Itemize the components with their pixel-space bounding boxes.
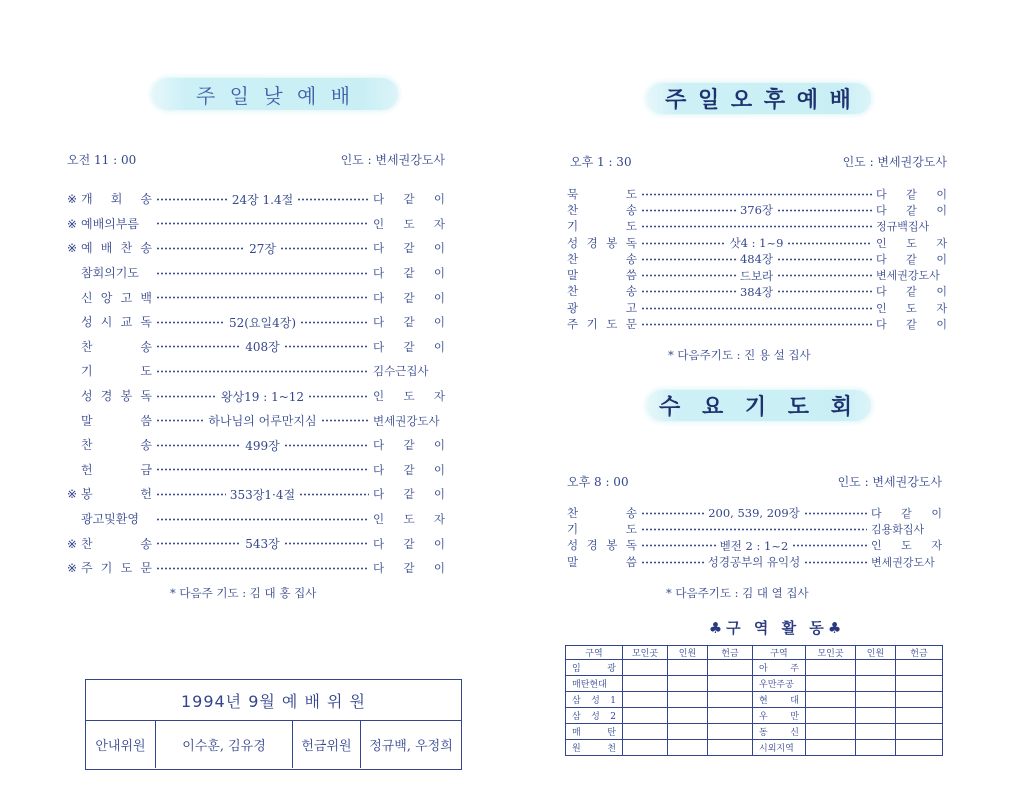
item-responsible: 다 같 이 xyxy=(876,203,947,217)
table-header-row xyxy=(566,646,943,660)
dot-leader xyxy=(641,561,704,564)
item-label: 예배의부름 xyxy=(81,216,139,231)
empty-cell xyxy=(856,740,896,756)
dot-leader xyxy=(641,209,736,212)
empty-cell xyxy=(806,692,856,708)
order-item xyxy=(67,236,445,261)
club-icon: ♣ xyxy=(708,619,723,637)
dot-leader xyxy=(777,274,872,277)
dot-leader xyxy=(156,468,369,471)
dot-leader xyxy=(641,307,872,310)
order-item xyxy=(567,521,942,537)
empty-cell xyxy=(896,708,943,724)
next-week-prayer-note: * 다음주기도 : 진 용 설 집사 xyxy=(668,348,811,362)
order-item xyxy=(67,507,445,532)
worship-committee-box xyxy=(85,679,462,770)
order-item xyxy=(67,285,445,310)
offering-committee-names: 정규백, 우정희 xyxy=(369,739,453,754)
item-responsible: 다 같 이 xyxy=(373,561,445,576)
committee-title: 1994년 9월 예 배 위 원 xyxy=(86,680,461,721)
empty-cell xyxy=(708,676,753,692)
column-header: 구역 xyxy=(566,646,623,660)
district-activity-title xyxy=(690,617,860,637)
order-item xyxy=(567,219,947,235)
item-detail: 왕상19 : 1~12 xyxy=(220,389,305,404)
empty-cell xyxy=(623,692,668,708)
asterisk-mark: ※ xyxy=(67,241,78,256)
offering-committee-label: 헌금위원 xyxy=(293,721,361,768)
dot-leader xyxy=(804,512,867,515)
item-label: 예 배 찬 송 xyxy=(81,241,152,256)
dot-leader xyxy=(156,247,245,250)
empty-cell xyxy=(806,708,856,724)
item-responsible: 인 도 자 xyxy=(373,389,445,404)
item-label: 헌 금 xyxy=(81,462,152,477)
item-responsible: 김용화집사 xyxy=(871,522,925,536)
dot-leader xyxy=(156,272,369,275)
item-detail: 543장 xyxy=(245,537,280,552)
item-responsible: 인 도 자 xyxy=(373,512,445,527)
empty-cell xyxy=(708,692,753,708)
service-leader: 인도 : 변세권강도사 xyxy=(837,475,942,489)
dot-leader xyxy=(641,544,716,547)
service-time: 오후 1 : 30 xyxy=(570,155,632,169)
empty-cell xyxy=(856,724,896,740)
item-label: 찬 송 xyxy=(567,284,637,299)
order-item xyxy=(567,538,942,554)
item-responsible: 인 도 자 xyxy=(871,539,942,553)
wednesday-prayer-title: 수 요 기 도 회 xyxy=(647,390,871,421)
column-header: 헌금 xyxy=(708,646,753,660)
order-item xyxy=(67,531,445,556)
dot-leader xyxy=(308,395,369,398)
order-item xyxy=(67,359,445,384)
empty-cell xyxy=(896,676,943,692)
dot-leader xyxy=(777,209,872,212)
service-time: 오전 11 : 00 xyxy=(67,153,137,167)
empty-cell xyxy=(623,724,668,740)
item-detail: 드보라 xyxy=(739,268,774,283)
column-header: 헌금 xyxy=(896,646,943,660)
district-name: 매탄현대 xyxy=(566,676,623,692)
dot-leader xyxy=(641,528,867,531)
order-item xyxy=(567,505,942,521)
item-label: 참회의기도 xyxy=(81,266,139,281)
item-label: 성 경 봉 독 xyxy=(567,235,637,250)
district-name: 삼 성 1 xyxy=(566,692,623,708)
dot-leader xyxy=(284,542,369,545)
district-title-text: 구 역 활 동 xyxy=(726,619,828,637)
item-responsible: 다 같 이 xyxy=(373,339,445,354)
district-name: 우만주공 xyxy=(753,676,806,692)
item-label: 성 경 봉 독 xyxy=(81,389,152,404)
item-label: 주 기 도 문 xyxy=(567,317,637,332)
item-detail: 성경공부의 유익성 xyxy=(707,555,801,570)
dot-leader xyxy=(156,567,369,570)
district-row xyxy=(566,660,943,676)
district-name: 우 만 xyxy=(753,708,806,724)
item-responsible: 다 같 이 xyxy=(876,252,947,266)
empty-cell xyxy=(856,676,896,692)
dot-leader xyxy=(280,247,369,250)
order-item xyxy=(67,261,445,286)
item-responsible: 변세권강도사 xyxy=(871,555,935,569)
dot-leader xyxy=(777,258,872,261)
empty-cell xyxy=(708,660,753,676)
empty-cell xyxy=(708,724,753,740)
empty-cell xyxy=(668,676,708,692)
empty-cell xyxy=(708,708,753,724)
dot-leader xyxy=(156,321,225,324)
item-label: 봉 헌 xyxy=(81,487,152,502)
item-detail: 499장 xyxy=(245,438,280,453)
district-row xyxy=(566,724,943,740)
dot-leader xyxy=(156,222,369,225)
item-detail: 52(요일4장) xyxy=(228,315,297,330)
empty-cell xyxy=(623,676,668,692)
asterisk-mark: ※ xyxy=(67,216,78,231)
item-responsible: 다 같 이 xyxy=(871,506,942,520)
order-item xyxy=(67,408,445,433)
empty-cell xyxy=(668,692,708,708)
sunday-afternoon-title: 주 일 오 후 예 배 xyxy=(647,83,871,114)
item-responsible: 다 같 이 xyxy=(373,438,445,453)
dot-leader xyxy=(156,395,217,398)
order-item xyxy=(67,212,445,237)
dot-leader xyxy=(156,444,241,447)
order-item xyxy=(67,482,445,507)
item-label: 주 기 도 문 xyxy=(81,561,152,576)
dot-leader xyxy=(641,512,704,515)
district-name: 동 신 xyxy=(753,724,806,740)
empty-cell xyxy=(806,660,856,676)
empty-cell xyxy=(623,740,668,756)
usher-label: 안내위원 xyxy=(86,721,156,768)
item-label: 찬 송 xyxy=(567,505,637,520)
item-detail: 376장 xyxy=(739,203,774,218)
item-detail: 하나님의 어루만지심 xyxy=(208,414,317,429)
item-detail: 벧전 2 : 1~2 xyxy=(719,538,789,553)
next-week-prayer-note: * 다음주 기도 : 김 대 홍 집사 xyxy=(170,586,317,600)
dot-leader xyxy=(787,242,872,245)
district-row xyxy=(566,676,943,692)
dot-leader xyxy=(641,258,736,261)
order-item xyxy=(567,300,947,316)
empty-cell xyxy=(623,660,668,676)
item-detail: 353장1·4절 xyxy=(229,487,296,502)
order-item xyxy=(567,202,947,218)
item-label: 성 경 봉 독 xyxy=(567,538,637,553)
item-responsible: 다 같 이 xyxy=(373,462,445,477)
asterisk-mark: ※ xyxy=(67,192,78,207)
empty-cell xyxy=(708,740,753,756)
order-item xyxy=(67,556,445,581)
order-item xyxy=(67,433,445,458)
empty-cell xyxy=(896,660,943,676)
district-row xyxy=(566,708,943,724)
dot-leader xyxy=(641,193,872,196)
order-of-worship-list xyxy=(567,186,947,333)
order-item xyxy=(567,554,942,570)
item-responsible: 다 같 이 xyxy=(373,290,445,305)
dot-leader xyxy=(792,544,867,547)
dot-leader xyxy=(641,274,736,277)
item-responsible: 다 같 이 xyxy=(373,266,445,281)
district-name: 아 주 xyxy=(753,660,806,676)
dot-leader xyxy=(641,242,726,245)
column-header: 구역 xyxy=(753,646,806,660)
dot-leader xyxy=(297,198,369,201)
order-item xyxy=(67,187,445,212)
empty-cell xyxy=(896,692,943,708)
column-header: 인원 xyxy=(856,646,896,660)
item-detail: 384장 xyxy=(739,284,774,299)
district-activity-table xyxy=(565,645,943,756)
item-responsible: 인 도 자 xyxy=(876,301,947,315)
item-responsible: 인 도 자 xyxy=(373,216,445,231)
item-responsible: 김수근집사 xyxy=(373,364,429,379)
service-time: 오후 8 : 00 xyxy=(567,475,629,489)
item-detail: 200, 539, 209장 xyxy=(708,506,800,521)
item-responsible: 변세권강도사 xyxy=(373,413,440,428)
empty-cell xyxy=(668,740,708,756)
dot-leader xyxy=(156,493,226,496)
district-name: 임 광 xyxy=(566,660,623,676)
dot-leader xyxy=(156,198,228,201)
item-detail: 삿4 : 1~9 xyxy=(729,236,784,251)
dot-leader xyxy=(641,323,872,326)
item-label: 찬 송 xyxy=(81,536,152,551)
dot-leader xyxy=(284,444,369,447)
empty-cell xyxy=(856,660,896,676)
dot-leader xyxy=(156,518,369,521)
item-responsible: 다 같 이 xyxy=(373,315,446,330)
next-week-prayer-note: * 다음주기도 : 김 대 열 집사 xyxy=(666,586,809,600)
dot-leader xyxy=(804,561,867,564)
asterisk-mark: ※ xyxy=(67,561,78,576)
committee-row xyxy=(86,721,461,768)
dot-leader xyxy=(299,493,369,496)
district-name: 매 탄 xyxy=(566,724,623,740)
order-item xyxy=(567,251,947,267)
item-detail: 24장 1.4절 xyxy=(231,192,294,207)
order-item xyxy=(567,235,947,251)
order-item xyxy=(567,267,947,283)
dot-leader xyxy=(156,345,241,348)
item-label: 말 씀 xyxy=(81,413,152,428)
item-detail: 408장 xyxy=(245,340,280,355)
item-detail: 27장 xyxy=(249,241,276,256)
column-header: 인원 xyxy=(668,646,708,660)
order-of-worship-list xyxy=(567,505,942,570)
empty-cell xyxy=(806,740,856,756)
dot-leader xyxy=(641,225,872,228)
item-responsible: 다 같 이 xyxy=(373,487,445,502)
item-responsible: 다 같 이 xyxy=(876,285,947,299)
item-label: 찬 송 xyxy=(567,202,637,217)
district-name: 삼 성 2 xyxy=(566,708,623,724)
item-label: 찬 송 xyxy=(81,438,152,453)
item-responsible: 다 같 이 xyxy=(876,318,947,332)
sunday-morning-title: 주 일 낮 예 배 xyxy=(152,78,398,110)
order-item xyxy=(567,316,947,332)
empty-cell xyxy=(623,708,668,724)
empty-cell xyxy=(856,708,896,724)
dot-leader xyxy=(777,290,872,293)
dot-leader xyxy=(641,290,736,293)
item-responsible: 다 같 이 xyxy=(373,241,445,256)
order-item xyxy=(67,458,445,483)
item-label: 광 고 xyxy=(567,300,637,315)
district-name: 원 천 xyxy=(566,740,623,756)
service-leader: 인도 : 변세권강도사 xyxy=(842,155,947,169)
empty-cell xyxy=(668,708,708,724)
dot-leader xyxy=(300,321,369,324)
order-item xyxy=(67,335,445,360)
item-responsible: 다 같 이 xyxy=(876,187,947,201)
dot-leader xyxy=(321,419,369,422)
column-header: 모인곳 xyxy=(806,646,856,660)
item-responsible: 다 같 이 xyxy=(373,536,445,551)
empty-cell xyxy=(896,740,943,756)
item-label: 말 씀 xyxy=(567,554,637,569)
order-item xyxy=(67,310,445,335)
item-label: 광고및환영 xyxy=(81,512,139,527)
item-label: 찬 송 xyxy=(81,339,152,354)
empty-cell xyxy=(668,724,708,740)
usher-names: 이수훈, 김유경 xyxy=(156,721,293,768)
asterisk-mark: ※ xyxy=(67,487,78,502)
item-label: 개 회 송 xyxy=(81,192,152,207)
empty-cell xyxy=(806,724,856,740)
item-label: 말 씀 xyxy=(567,268,637,283)
order-item xyxy=(567,284,947,300)
dot-leader xyxy=(156,542,241,545)
item-label: 묵 도 xyxy=(567,186,637,201)
item-label: 기 도 xyxy=(81,364,152,379)
empty-cell xyxy=(668,660,708,676)
district-name: 현 대 xyxy=(753,692,806,708)
district-row xyxy=(566,740,943,756)
item-responsible: 인 도 자 xyxy=(876,236,948,250)
order-item xyxy=(67,384,445,409)
asterisk-mark: ※ xyxy=(67,536,78,551)
empty-cell xyxy=(896,724,943,740)
item-label: 기 도 xyxy=(567,219,637,234)
dot-leader xyxy=(156,419,204,422)
service-leader: 인도 : 변세권강도사 xyxy=(340,153,445,167)
item-label: 신 앙 고 백 xyxy=(81,290,152,305)
item-responsible: 정규백집사 xyxy=(876,220,930,234)
item-label: 기 도 xyxy=(567,521,637,536)
item-label: 성 시 교 독 xyxy=(81,315,152,330)
item-label: 찬 송 xyxy=(567,251,637,266)
column-header: 모인곳 xyxy=(623,646,668,660)
district-row xyxy=(566,692,943,708)
dot-leader xyxy=(284,345,369,348)
empty-cell xyxy=(856,692,896,708)
item-detail: 484장 xyxy=(739,252,774,267)
item-responsible: 변세권강도사 xyxy=(876,269,940,283)
order-of-worship-list xyxy=(67,187,445,581)
district-name: 시외지역 xyxy=(753,740,806,756)
order-item xyxy=(567,186,947,202)
club-icon: ♣ xyxy=(827,619,842,637)
item-responsible: 다 같 이 xyxy=(373,192,446,207)
empty-cell xyxy=(806,676,856,692)
dot-leader xyxy=(156,296,369,299)
dot-leader xyxy=(156,370,369,373)
